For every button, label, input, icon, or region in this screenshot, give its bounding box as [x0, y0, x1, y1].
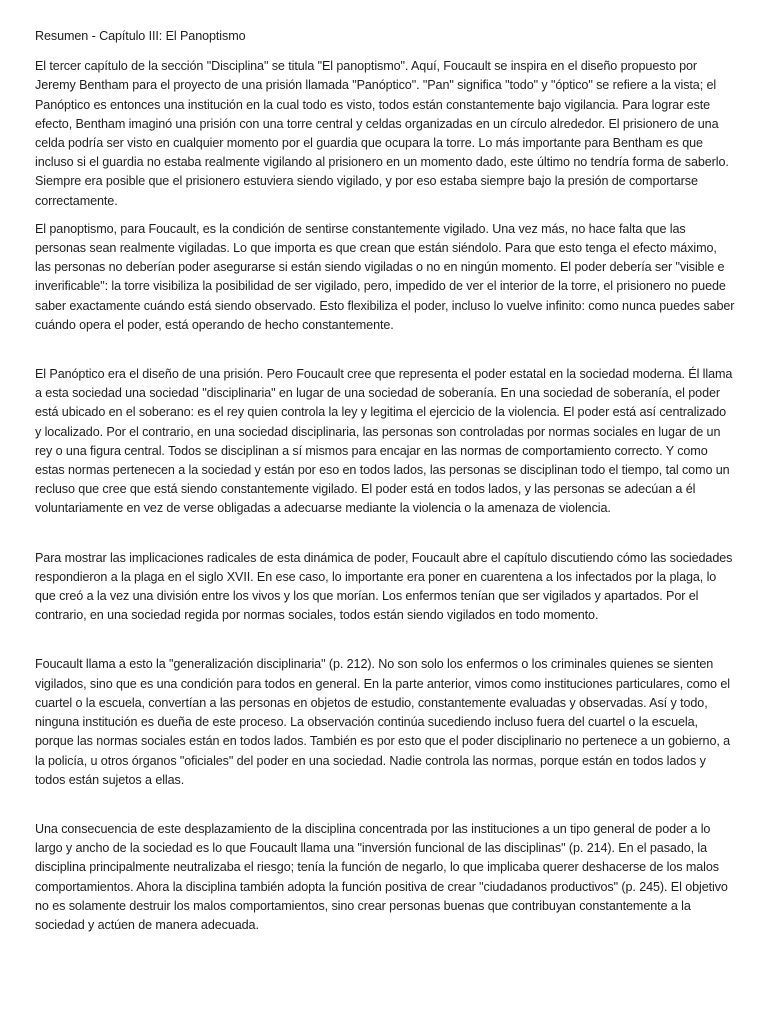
- document-title: Resumen - Capítulo III: El Panoptismo: [35, 29, 246, 43]
- paragraph-1: El tercer capítulo de la sección "Disciplina" se titula "El panoptismo". Aquí, Foucault se inspira en el diseño propuesto por Jeremy Bentham para el proyecto de una prisión llamada "Panóptico". "Pan" significa "todo" y "óptico" se refiere a la vista; el Panóptico es entonces una institución en la cual todo es visto, todos están constantemente bajo vigilancia. Para lograr este efecto, Bentham imaginó una prisión con una torre central y celdas organizadas en un círculo alrededor. El prisionero de una celda podría ser visto en cualquier momento por el guardia que ocupara la torre. Lo más importante para Bentham es que incluso si el guardia no estaba realmente vigilando al prisionero en un momento dado, este último no tendría forma de saberlo. Siempre era posible que el prisionero estuviera siendo vigilado, y por eso estaba siempre bajo la presión de comportarse correctamente.: [35, 59, 729, 208]
- paragraph-5: Foucault llama a esto la "generalización disciplinaria" (p. 212). No son solo los enfermos o los criminales quienes se sienten vigilados, sino que es una condición para todos en general. En la parte anterior, vimos como instituciones particulares, como el cuartel o la escuela, convertían a las personas en objetos de estudio, constantemente evaluadas y observadas. Así y todo, ninguna institución es dueña de este proceso. La observación continúa sucediendo incluso fuera del cuartel o la escuela, porque las normas sociales están en todos lados. También es por esto que el poder disciplinario no pertenece a un gobierno, a la policía, u otros órganos "oficiales" del poder en una sociedad. Nadie controla las normas, porque están en todos lados y todos están sujetos a ellas.: [35, 657, 731, 787]
- paragraph-3: El Panóptico era el diseño de una prisión. Pero Foucault cree que representa el poder estatal en la sociedad moderna. Él llama a esta sociedad una sociedad "disciplinaria" en lugar de una sociedad de soberanía. En una sociedad de soberanía, el poder está ubicado en el soberano: es el rey quien controla la ley y legitima el ejercicio de la violencia. El poder está así centralizado y localizado. Por el contrario, en una sociedad disciplinaria, las personas son controladas por normas sociales en lugar de un rey o una figura central. Todos se disciplinan a sí mismos para encajar en las normas de comportamiento correcto. Y como estas normas pertenecen a la sociedad y están por eso en todos lados, las personas se disciplinan todo el tiempo, tal como un recluso que cree que está siendo constantemente vigilado. El poder está en todos lados, y las personas se adecúan a él voluntariamente en vez de verse obligadas a adecuarse mediante la violencia o la amenaza de violencia.: [35, 367, 733, 516]
- paragraph-4: Para mostrar las implicaciones radicales de esta dinámica de poder, Foucault abre el capítulo discutiendo cómo las sociedades respondieron a la plaga en el siglo XVII. En ese caso, lo importante era poner en cuarentena a los infectados por la plaga, lo que creó a la vez una división entre los vivos y los que morían. Los enfermos tenían que ser vigilados y apartados. Por el contrario, en una sociedad regida por normas sociales, todos están siendo vigilados en todo momento.: [35, 550, 733, 623]
- paragraph-2: El panoptismo, para Foucault, es la condición de sentirse constantemente vigilado. Una vez más, no hace falta que las personas sean realmente vigiladas. Lo que importa es que crean que están siéndolo. Para que esto tenga el efecto máximo, las personas no deberían poder asegurarse si están siendo vigiladas o no en ningún momento. El poder debería ser "visible e inverificable": la torre visibiliza la posibilidad de ser vigilado, pero, impedido de ver el interior de la torre, el prisionero no puede saber exactamente cuándo está siendo observado. Esto flexibiliza el poder, incluso lo vuelve infinito: como nunca puedes saber cuándo opera el poder, está operando de hecho constantemente.: [35, 221, 735, 332]
- paragraph-6: Una consecuencia de este desplazamiento de la disciplina concentrada por las instituciones a un tipo general de poder a lo largo y ancho de la sociedad es lo que Foucault llama una "inversión funcional de las disciplinas" (p. 214). En el pasado, la disciplina principalmente neutralizaba el riesgo; tenía la función de negarlo, lo que implicaba querer deshacerse de los malos comportamientos. Ahora la disciplina también adopta la función positiva de crear "ciudadanos productivos" (p. 245). El objetivo no es solamente destruir los malos comportamientos, sino crear personas buenas que contribuyan constantemente a la sociedad y actúen de manera adecuada.: [35, 821, 728, 932]
- document-page: [35, 27, 735, 935]
